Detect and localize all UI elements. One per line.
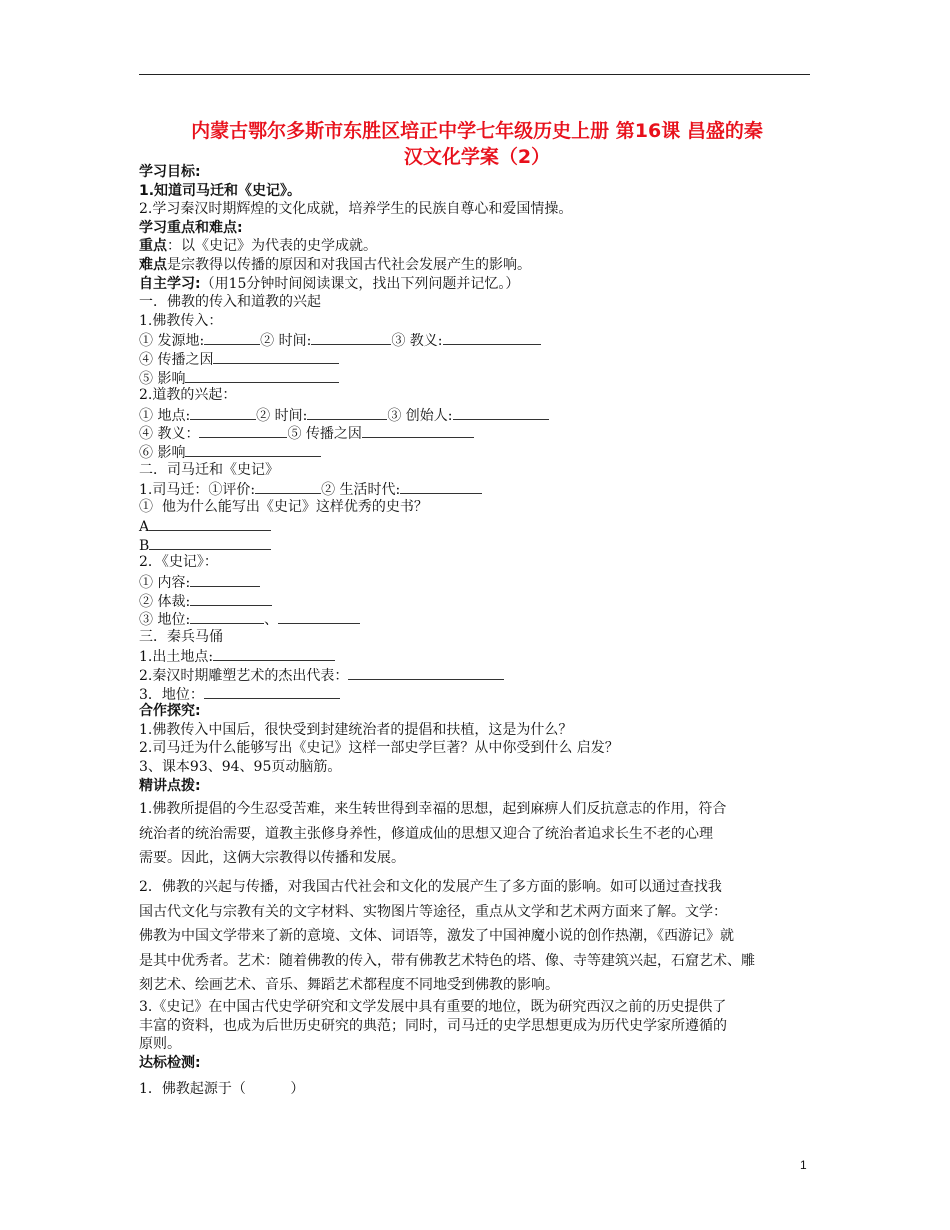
s3-status-label: 3．地位： (139, 686, 204, 703)
content-label: ① 内容: (139, 575, 191, 592)
taoism-spread-label: ⑤ 传播之因 (287, 426, 362, 443)
answer-a-blank[interactable] (149, 516, 271, 531)
s2-answer-b (139, 535, 815, 554)
test-question-1: 1．佛教起源于（ ） (139, 1081, 305, 1098)
explanation-2-line: 是其中优秀者。艺术：随着佛教的传入，带有佛教艺术特色的塔、像、寺等建筑兴起，石窟艺术、雕 (139, 952, 755, 969)
explanation-3-line: 丰富的资料，也成为后世历史研究的典范；同时，司马迁的史学思想更成为历代史学家所遵循的 (139, 1017, 727, 1034)
explanation-heading: 精讲点拨: (139, 777, 201, 794)
s1-q1-row1 (139, 330, 815, 349)
genre-blank[interactable] (190, 591, 272, 606)
s1-q1-row3 (139, 368, 815, 387)
answer-b-label: B (139, 537, 150, 554)
s2-q2-content (139, 572, 815, 591)
title-line-1: 内蒙古鄂尔多斯市东胜区培正中学七年级历史上册 第16课 昌盛的秦 (191, 120, 763, 142)
cooperation-3: 3、课本93、94、95页动脑筋。 (139, 759, 342, 775)
answer-a-label: A (139, 519, 150, 536)
key-label: 重点 (139, 238, 167, 255)
era-blank[interactable] (400, 479, 482, 494)
s3-q3 (139, 684, 815, 703)
influence-label: ⑤ 影响 (139, 370, 186, 387)
cooperation-heading: 合作探究: (139, 703, 201, 720)
taoism-time-blank[interactable] (307, 405, 387, 420)
explanation-2-line: 2．佛教的兴起与传播，对我国古代社会和文化的发展产生了多方面的影响。如可以通过查找我 (139, 878, 722, 895)
explanation-2-line: 佛教为中国文学带来了新的意境、文体、词语等，激发了中国神魔小说的创作热潮，《西游记》就 (139, 928, 734, 945)
status-label: ③ 地位: (139, 612, 191, 629)
s2-q2: 2．《史记》： (139, 554, 218, 571)
taoism-doctrine-label: ④ 教义： (139, 426, 200, 443)
genre-label: ② 体裁: (139, 593, 191, 610)
explanation-1-line: 统治者的统治需要，道教主张修身养性，修道成仙的思想又迎合了统治者追求长生不老的心理 (139, 825, 713, 842)
era-label: ② 生活时代: (321, 482, 401, 499)
doctrine-blank[interactable] (443, 330, 541, 345)
taoism-doctrine-blank[interactable] (199, 423, 287, 438)
s1-q1-row2 (139, 349, 815, 368)
explanation-3-line: 原则。 (139, 1036, 181, 1053)
time-label: ② 时间: (260, 333, 312, 350)
explanation-2 (139, 875, 815, 998)
explanation-2-line: 刻艺术、绘画艺术、音乐、舞蹈艺术都程度不同地受到佛教的影响。 (139, 977, 559, 994)
place-blank[interactable] (190, 405, 256, 420)
doctrine-label: ③ 教义: (391, 333, 443, 350)
influence-blank[interactable] (185, 368, 339, 383)
s1-q2-row1 (139, 405, 815, 424)
cooperation-2: 2.司马迁为什么能够写出《史记》这样一部史学巨著？从中你受到什么 启发？ (139, 740, 619, 757)
founder-blank[interactable] (453, 405, 549, 420)
taoism-influence-label: ⑥ 影响 (139, 444, 186, 461)
key-text: ：以《史记》为代表的史学成就。 (167, 238, 377, 255)
difficulty-text: 是宗教得以传播的原因和对我国古代社会发展产生的影响。 (167, 256, 531, 273)
excavation-blank[interactable] (213, 646, 335, 661)
explanation-1-line: 需要。因此，这俩大宗教得以传播和发展。 (139, 850, 405, 867)
section-3-title: 三．秦兵马俑 (139, 628, 223, 645)
evaluation-label: 1.司马迁：①评价: (139, 482, 256, 499)
sculpture-label: 2.秦汉时期雕塑艺术的杰出代表： (139, 668, 349, 685)
status-separator: 、 (264, 612, 279, 629)
document-body (139, 163, 815, 1099)
goal-1: 1.知道司马迁和《史记》。 (139, 182, 302, 199)
key-points-heading: 学习重点和难点: (139, 219, 243, 236)
self-study-text: （用15分钟时间阅读课文，找出下列问题并记忆。） (200, 275, 520, 292)
place-label: ① 地点: (139, 407, 191, 424)
answer-b-blank[interactable] (149, 535, 271, 550)
s1-q1: 1.佛教传入： (139, 312, 223, 329)
taoism-spread-blank[interactable] (362, 423, 474, 438)
explanation-3-line: 3.《史记》在中国古代史学研究和文学发展中具有重要的地位，既为研究西汉之前的历史提供了 (139, 998, 727, 1015)
title-line-2: 汉文化学案（2） (403, 146, 551, 168)
s1-q2-row3 (139, 442, 815, 461)
self-study-line (139, 275, 815, 294)
self-study-heading: 自主学习: (139, 275, 201, 292)
s2-answer-a (139, 516, 815, 535)
cooperation-1: 1.佛教传入中国后，很快受到封建统治者的提倡和扶植，这是为什么？ (139, 721, 573, 738)
explanation-2-line: 国古代文化与宗教有关的文字材料、实物图片等途径，重点从文学和艺术两方面来了解。文学： (139, 903, 727, 920)
s3-q1 (139, 646, 815, 665)
spread-reason-blank[interactable] (213, 349, 339, 364)
test-heading: 达标检测: (139, 1054, 201, 1071)
section-2-title: 二．司马迁和《史记》 (139, 461, 279, 478)
section-1-title: 一．佛教的传入和道教的兴起 (139, 294, 321, 311)
explanation-3 (139, 998, 815, 1054)
status-blank-1[interactable] (190, 609, 264, 624)
difficulty-point (139, 256, 815, 275)
origin-label: ① 发源地: (139, 333, 205, 350)
origin-blank[interactable] (204, 330, 260, 345)
evaluation-blank[interactable] (255, 479, 321, 494)
s2-q1-question: ① 他为什么能写出《史记》这样优秀的史书？ (139, 498, 428, 515)
spread-reason-label: ④ 传播之因 (139, 351, 214, 368)
s3-q2 (139, 665, 815, 684)
s1-q2: 2.道教的兴起： (139, 387, 237, 404)
founder-label: ③ 创始人: (387, 407, 453, 424)
status-blank-2[interactable] (278, 609, 360, 624)
excavation-label: 1.出土地点: (139, 649, 214, 666)
explanation-1-line: 1.佛教所提倡的今生忍受苦难，来生转世得到幸福的思想，起到麻痹人们反抗意志的作用，符合 (139, 801, 727, 818)
key-point (139, 237, 815, 256)
s2-q1 (139, 479, 815, 498)
s3-status-blank[interactable] (204, 684, 340, 699)
goal-2: 2.学习秦汉时期辉煌的文化成就，培养学生的民族自尊心和爱国情操。 (139, 201, 573, 218)
difficulty-label: 难点 (139, 256, 167, 273)
page-number: 1 (800, 1158, 807, 1172)
header-rule (139, 74, 810, 75)
explanation-1 (139, 797, 815, 871)
s2-q2-genre (139, 591, 815, 610)
goals-heading: 学习目标: (139, 164, 201, 180)
s2-q2-status (139, 609, 815, 628)
content-blank[interactable] (190, 572, 260, 587)
taoism-influence-blank[interactable] (185, 442, 321, 457)
sculpture-blank[interactable] (348, 665, 504, 680)
s1-q2-row2 (139, 423, 815, 442)
time-blank[interactable] (311, 330, 391, 345)
taoism-time-label: ② 时间: (256, 407, 308, 424)
